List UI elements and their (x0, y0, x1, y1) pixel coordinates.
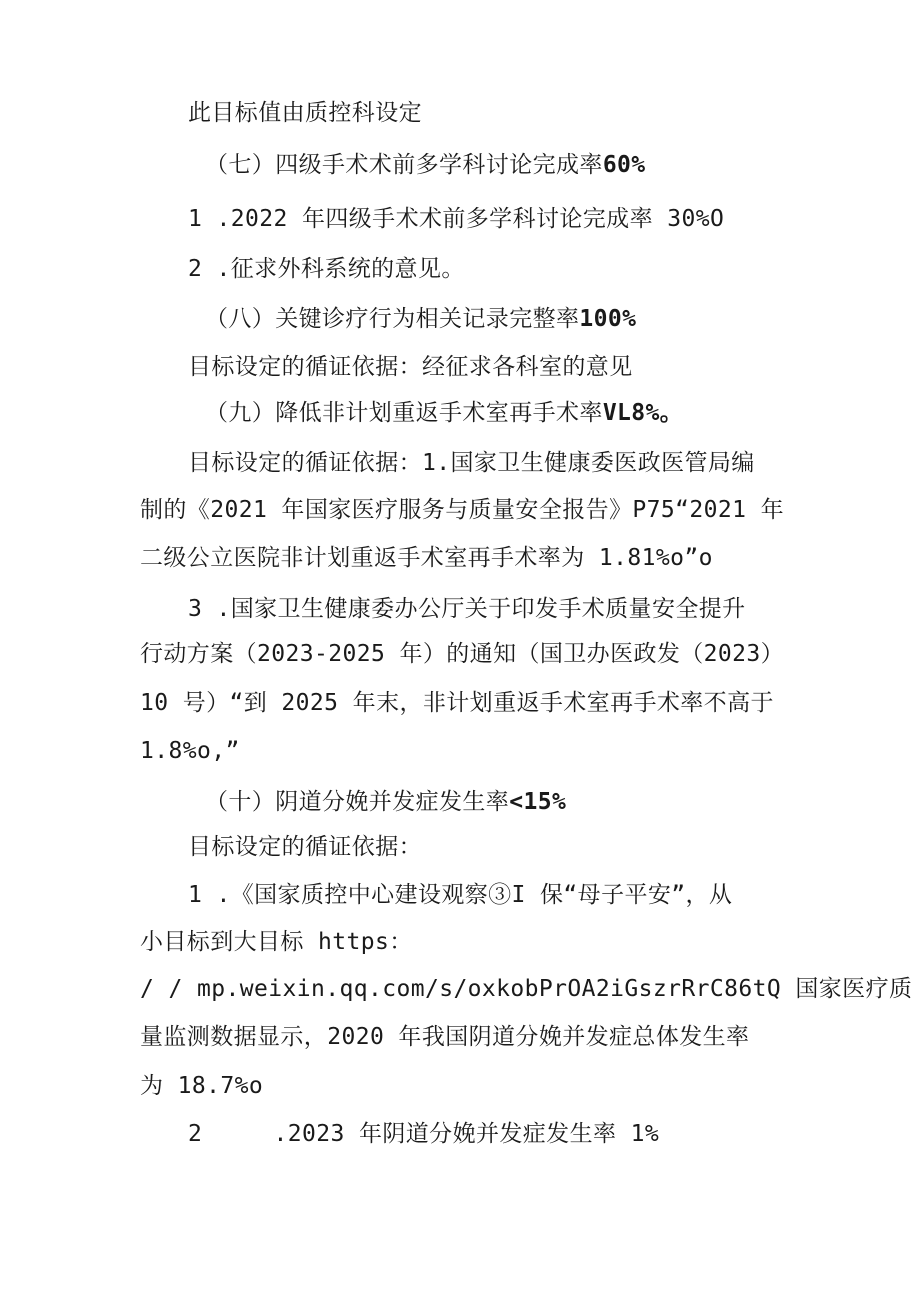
body-line: 量监测数据显示，2020 年我国阴道分娩并发症总体发生率 (140, 1024, 750, 1050)
body-line: 小目标到大目标 https： (140, 929, 413, 955)
list-item: 3 .国家卫生健康委办公厅关于印发手术质量安全提升 (188, 596, 746, 622)
body-line: 制的《2021 年国家医疗服务与质量安全报告》P75“2021 年 (140, 497, 785, 523)
section-heading-8 (205, 304, 636, 334)
heading-text: （七）四级手术术前多学科讨论完成率 (205, 152, 603, 178)
heading-target-value: 100% (579, 306, 637, 332)
body-line: 目标设定的循证依据：1.国家卫生健康委医政医管局编 (188, 450, 755, 476)
section-heading-9 (205, 398, 683, 428)
body-line: / / mp.weixin.qq.com/s/oxkobPrOA2iGszrRrC86tQ 国家医疗质 (140, 976, 913, 1002)
list-item: 1 .《国家质控中心建设观察③I 保“母子平安”，从 (188, 882, 733, 908)
body-line: 10 号）“到 2025 年末，非计划重返手术室再手术率不高于 (140, 690, 774, 716)
body-line: 为 18.7%o (140, 1073, 264, 1099)
body-line: 1.8%o,” (140, 738, 240, 764)
list-item: 1 .2022 年四级手术术前多学科讨论完成率 30%O (188, 206, 725, 232)
heading-target-value: 60% (602, 152, 646, 178)
list-item: 2 .2023 年阴道分娩并发症发生率 1% (188, 1121, 660, 1147)
section-heading-10 (205, 787, 566, 817)
body-line: 二级公立医院非计划重返手术室再手术率为 1.81%o”o (140, 545, 713, 571)
body-line: 行动方案（2023-2025 年）的通知（国卫办医政发（2023） (140, 641, 785, 667)
body-line: 目标设定的循证依据： (188, 834, 422, 860)
heading-text: （九）降低非计划重返手术室再手术率 (205, 400, 603, 426)
heading-text: （十）阴道分娩并发症发生率 (205, 789, 510, 815)
section-heading-7 (205, 150, 646, 180)
heading-target-value: VL8%。 (602, 400, 684, 426)
heading-text: （八）关键诊疗行为相关记录完整率 (205, 306, 580, 332)
heading-target-value: <15% (509, 789, 567, 815)
body-line: 此目标值由质控科设定 (188, 100, 422, 126)
body-line: 目标设定的循证依据：经征求各科室的意见 (188, 354, 633, 380)
list-item: 2 .征求外科系统的意见。 (188, 256, 465, 282)
